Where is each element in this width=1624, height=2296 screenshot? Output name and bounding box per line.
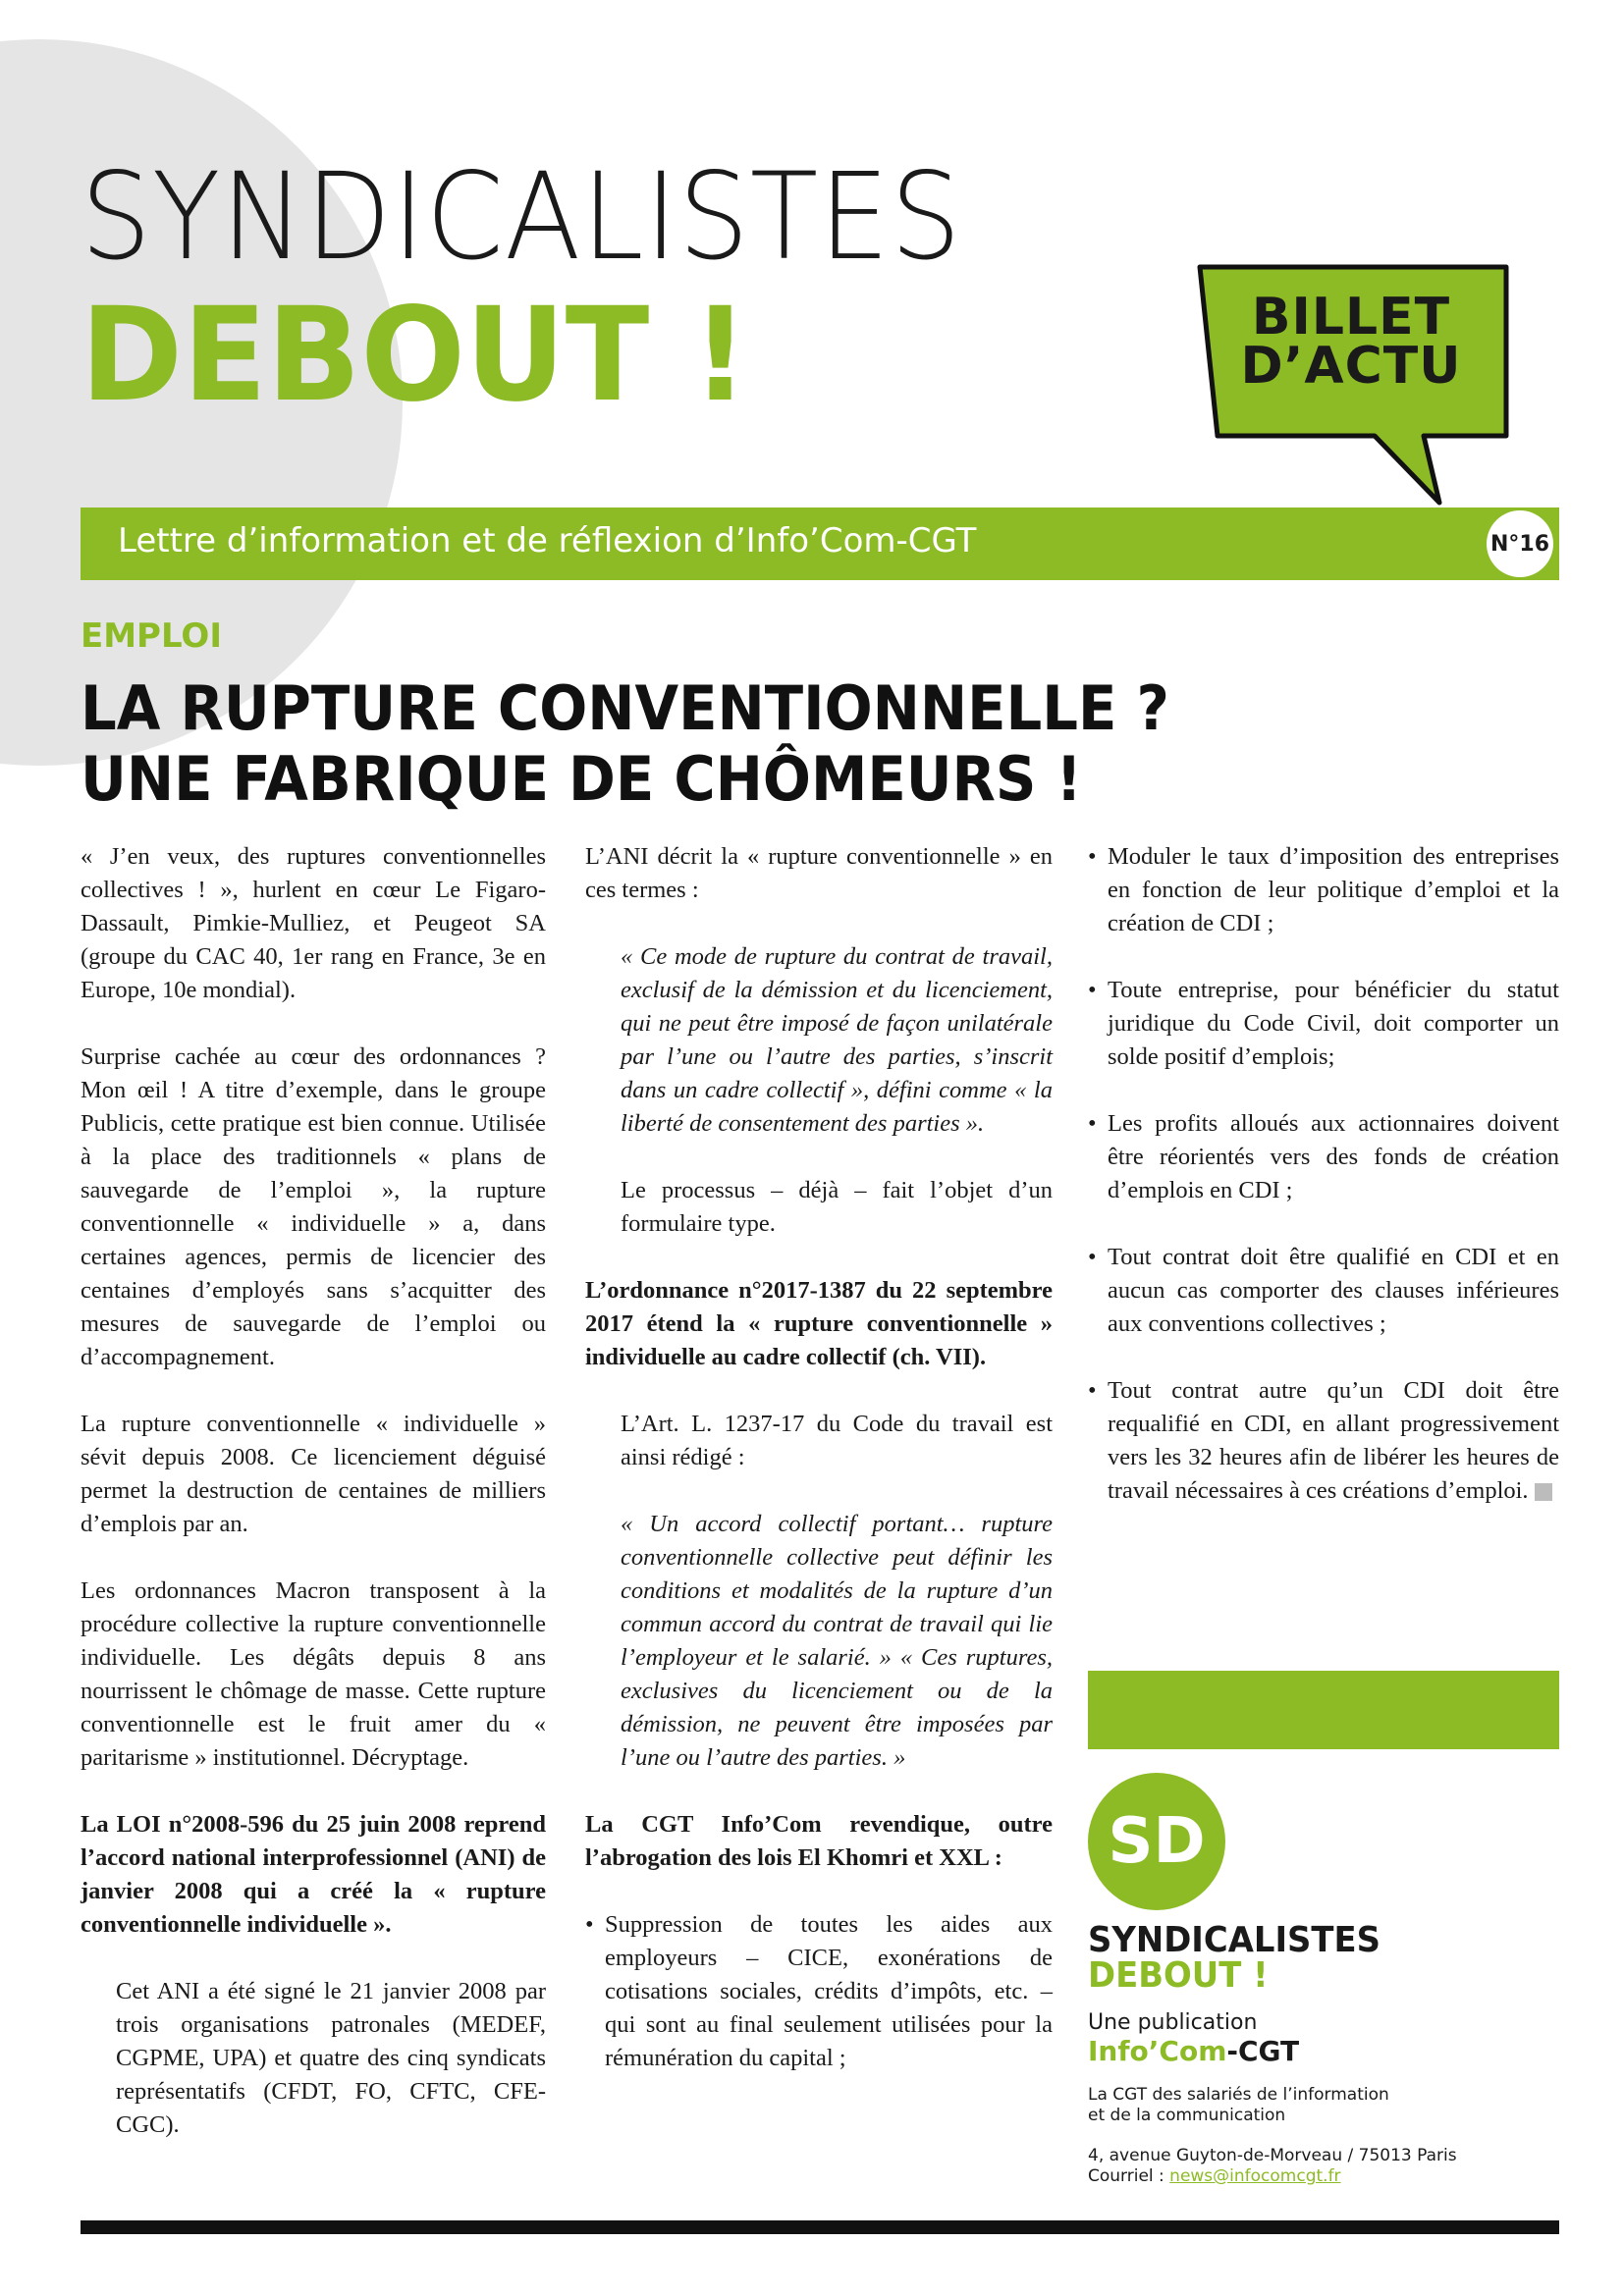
- subtitle-bar: [81, 507, 1559, 580]
- masthead-title-line1: SYNDICALISTES: [81, 147, 962, 287]
- bold-paragraph: La CGT Info’Com revendique, outre l’abrogation des lois El Khomri et XXL :: [585, 1811, 1053, 1871]
- billet-label: [1196, 288, 1506, 396]
- brand-black: -CGT: [1226, 2035, 1300, 2067]
- quote: « Ce mode de rupture du contrat de travail, exclusif de la démission et du licenciement, qui ne peut être imposé de façon unilatérale par l’une ou l’autre des parties, s’inscrit dans un cadre collectif », défini comme « la liberté de consentement des parties ».: [621, 943, 1053, 1137]
- quote: « Un accord collectif portant… rupture conventionnelle collective peut définir les conditions et modalités de la rupture d’un commun accord du contrat de travail qui lie l’employeur et le salarié. » « Ces ruptures, exclusives du licenciement ou de la démission, ne peuvent être imposées par l’une ou l’autre des parties. »: [621, 1511, 1053, 1771]
- bold-paragraph: La LOI n°2008-596 du 25 juin 2008 reprend l’accord national interprofessionnel (ANI) de janvier 2008 qui a créé la « rupture conventionnelle individuelle ».: [81, 1811, 546, 1938]
- list-item-last: [1088, 1374, 1559, 1508]
- footer-address: 4, avenue Guyton-de-Morveau / 75013 Paris: [1088, 2146, 1457, 2165]
- article-column-1: [81, 840, 546, 2175]
- footer-tagline-1: La CGT des salariés de l’information: [1088, 2085, 1389, 2105]
- list-item: • Moduler le taux d’imposition des entreprises en fonction de leur politique d’emploi et la création de CDI ;: [1088, 840, 1559, 940]
- indented-paragraph: Cet ANI a été signé le 21 janvier 2008 par trois organisations patronales (MEDEF, CGPME, UPA) et quatre des cinq syndicats représentatifs (CFDT, FO, CFTC, CFE-CGC).: [116, 1978, 546, 2138]
- paragraph: Les ordonnances Macron transposent à la procédure collective la rupture conventionnelle individuelle. Les dégâts depuis 8 ans nourrissent le chômage de masse. Cette rupture conventionnelle est le fruit amer du « paritarisme » institutionnel. Décryptage.: [81, 1577, 546, 1771]
- masthead-title-line2: DEBOUT !: [81, 280, 749, 431]
- bottom-rule: [81, 2220, 1559, 2234]
- footer-title-line1: SYNDICALISTES: [1088, 1920, 1381, 1960]
- paragraph: « J’en veux, des ruptures conventionnelles collectives ! », hurlent en cœur Le Figaro-Dassault, Pimkie-Mulliez, et Peugeot SA (groupe du CAC 40, 1er rang en France, 3e en Europe, 10e mondial).: [81, 843, 546, 1003]
- list-item: • Les profits alloués aux actionnaires doivent être réorientés vers des fonds de création d’emplois en CDI ;: [1088, 1107, 1559, 1207]
- footer-mail: [1088, 2166, 1341, 2187]
- headline-line1: LA RUPTURE CONVENTIONNELLE ?: [81, 672, 1169, 744]
- issue-number-badge: N°16: [1487, 510, 1553, 577]
- demands-list: [585, 1908, 1053, 2075]
- list-item: • Toute entreprise, pour bénéficier du statut juridique du Code Civil, doit comporter un solde positif d’emplois;: [1088, 974, 1559, 1074]
- end-mark-icon: [1535, 1483, 1552, 1501]
- article-headline: [81, 673, 1169, 815]
- brand-green: Info’Com: [1088, 2035, 1227, 2067]
- footer-brand: [1088, 2036, 1299, 2067]
- article-column-2: [585, 840, 1053, 2109]
- paragraph: La rupture conventionnelle « individuelle » sévit depuis 2008. Ce licenciement déguisé permet la destruction de centaines de milliers d’emplois par an.: [81, 1411, 546, 1537]
- list-item: • Suppression de toutes les aides aux employeurs – CICE, exonérations de cotisations sociales, crédits d’impôts, etc. – qui sont au final seulement utilisées pour la rémunération du capital ;: [585, 1908, 1053, 2075]
- article-category: EMPLOI: [81, 616, 222, 656]
- demands-list: [1088, 840, 1559, 1508]
- footer-green-band: [1088, 1671, 1559, 1749]
- indented-paragraph: L’Art. L. 1237-17 du Code du travail est ainsi rédigé :: [621, 1411, 1053, 1470]
- mail-label: Courriel :: [1088, 2166, 1170, 2186]
- subtitle: Lettre d’information et de réflexion d’Info’Com-CGT: [118, 521, 977, 561]
- headline-line2: UNE FABRIQUE DE CHÔMEURS !: [81, 743, 1082, 815]
- list-item: • Tout contrat doit être qualifié en CDI et en aucun cas comporter des clauses inférieures aux conventions collectives ;: [1088, 1241, 1559, 1341]
- mail-link[interactable]: news@infocomcgt.fr: [1169, 2166, 1341, 2186]
- footer-title-line2: DEBOUT !: [1088, 1955, 1269, 1996]
- indented-paragraph: Le processus – déjà – fait l’objet d’un formulaire type.: [621, 1177, 1053, 1237]
- footer-publication: Une publication: [1088, 2010, 1258, 2035]
- footer-tagline-2: et de la communication: [1088, 2106, 1286, 2125]
- paragraph: L’ANI décrit la « rupture conventionnelle » en ces termes :: [585, 843, 1053, 903]
- billet-line2: D’ACTU: [1240, 337, 1462, 396]
- paragraph: Surprise cachée au cœur des ordonnances ? Mon œil ! A titre d’exemple, dans le groupe Publicis, cette pratique est bien connue. Utilisée à la place des traditionnels « plans de sauvegarde de l’emploi », la rupture conventionnelle « individuelle » a, dans certaines agences, permis de licencier des centaines d’employés sans s’acquitter des mesures de sauvegarde de l’emploi ou d’accompagnement.: [81, 1043, 546, 1370]
- sd-logo: SD: [1088, 1773, 1225, 1910]
- billet-line1: BILLET: [1251, 288, 1451, 347]
- bold-paragraph: L’ordonnance n°2017-1387 du 22 septembre 2017 étend la « rupture conventionnelle » individuelle au cadre collectif (ch. VII).: [585, 1277, 1053, 1370]
- article-column-3: [1088, 840, 1559, 1541]
- list-item-text: Tout contrat autre qu’un CDI doit être requalifié en CDI, en allant progressivement vers les 32 heures afin de libérer les heures de travail nécessaires à ces créations d’emploi.: [1108, 1377, 1559, 1504]
